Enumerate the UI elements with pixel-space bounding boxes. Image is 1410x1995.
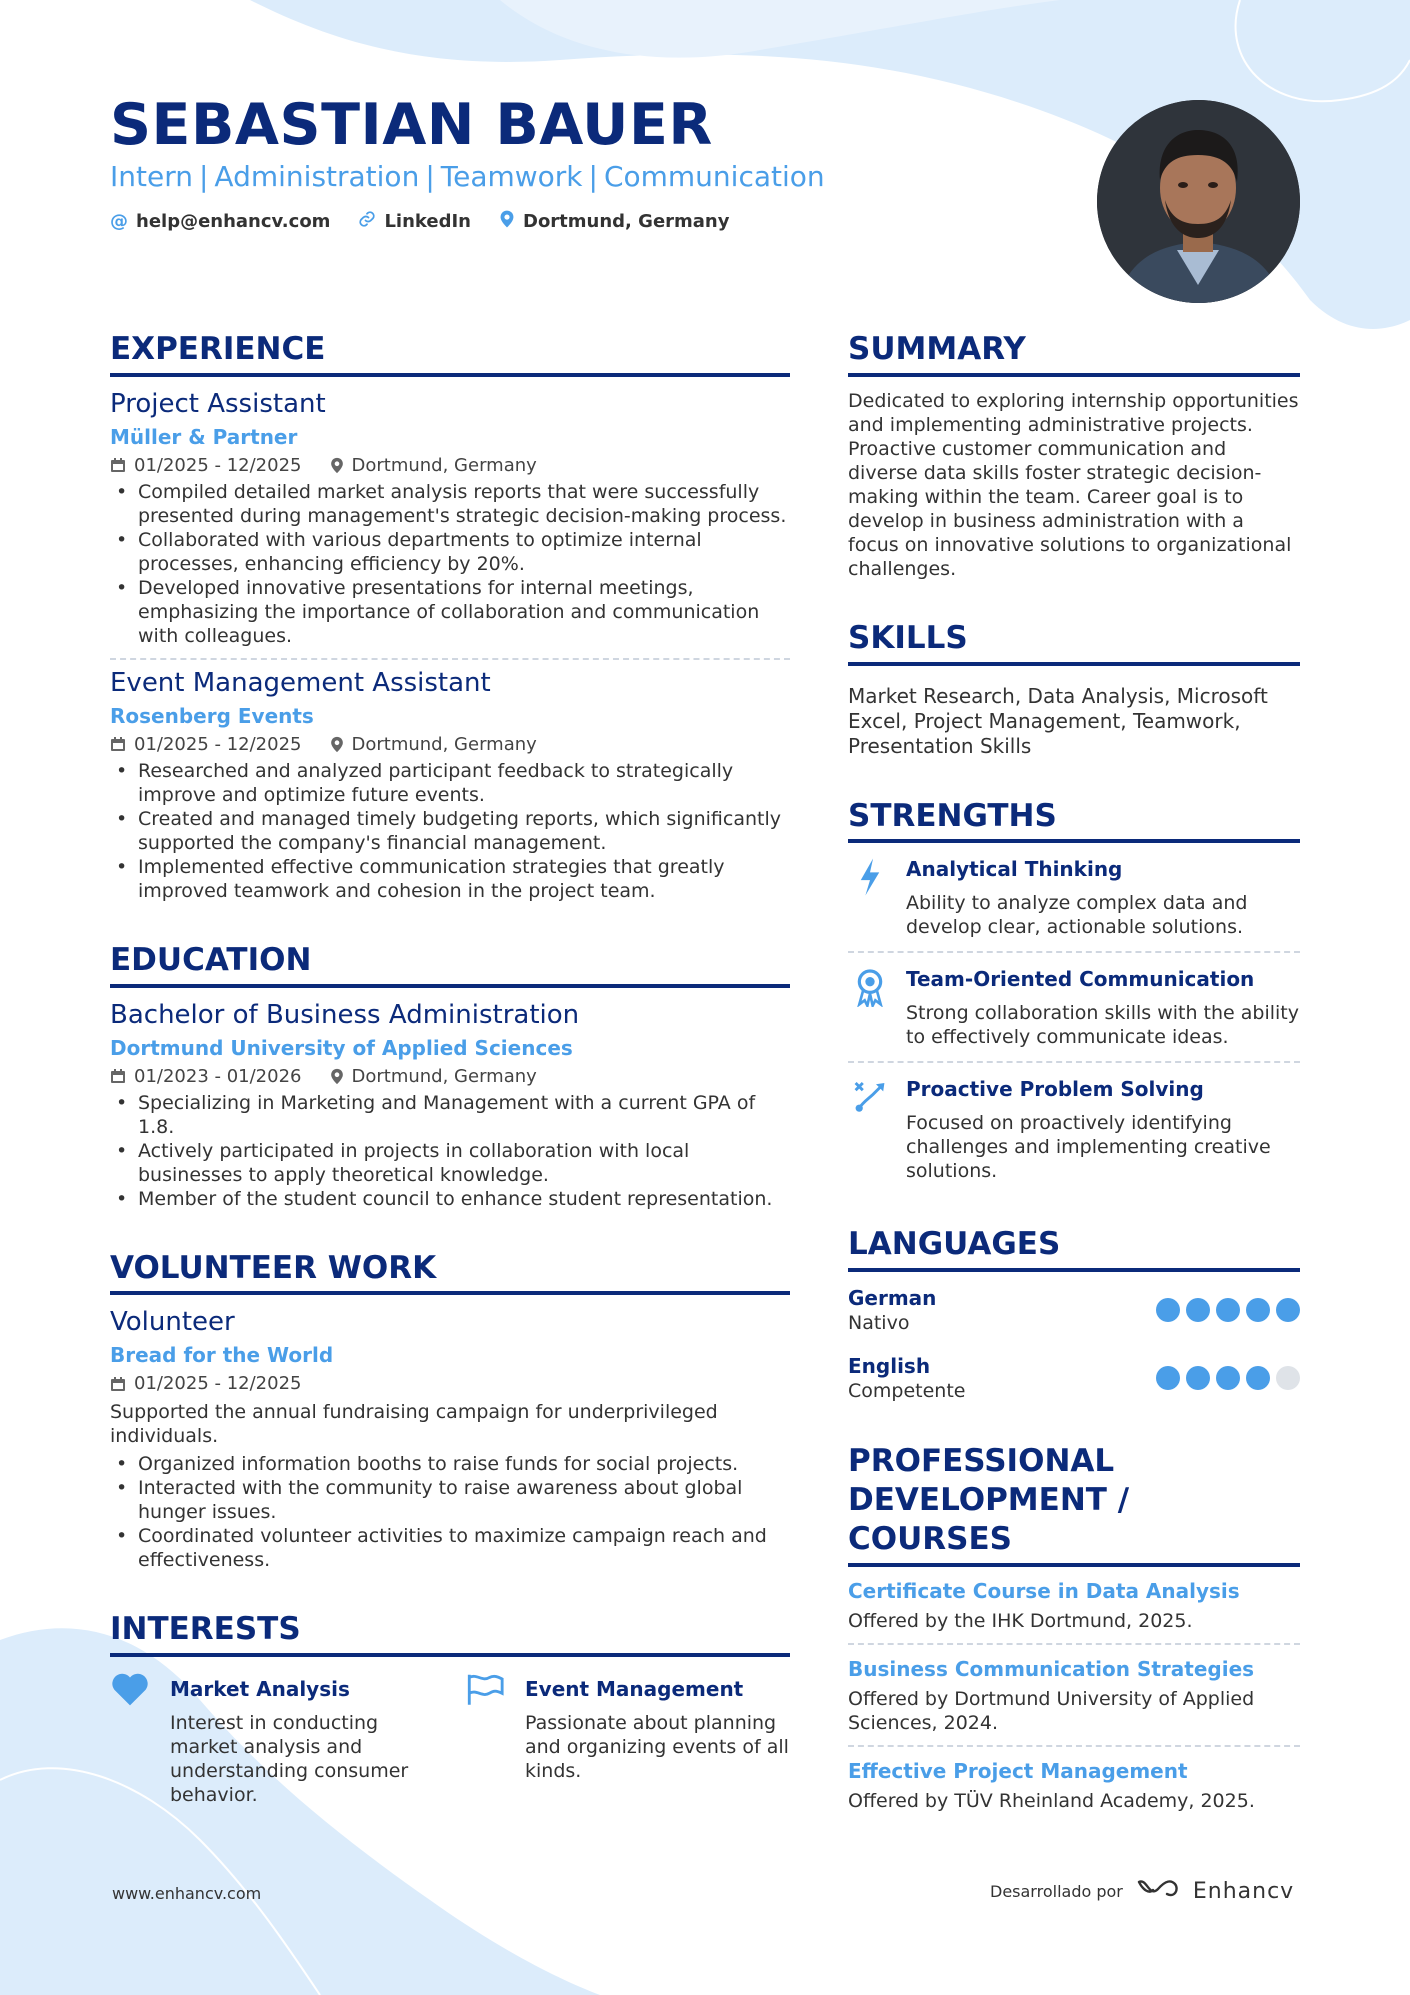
volunteer-dates bbox=[110, 1373, 302, 1394]
strength-title: Analytical Thinking bbox=[906, 857, 1123, 882]
strength-desc: Focused on proactively identifying challenges and implementing creative solutions. bbox=[906, 1112, 1271, 1183]
powered-by-text: Desarrollado por bbox=[990, 1881, 1123, 1901]
volunteer-summary: Supported the annual fundraising campaign for underprivileged individuals. bbox=[110, 1401, 718, 1448]
interest-desc: Passionate about planning and organizing events of all kinds. bbox=[525, 1712, 789, 1782]
course-desc: Offered by Dortmund University of Applied Sciences, 2024. bbox=[848, 1688, 1255, 1734]
job-location bbox=[330, 734, 537, 755]
location-text: Dortmund, Germany bbox=[351, 1065, 537, 1087]
job-dates bbox=[110, 455, 302, 476]
language-level: Competente bbox=[848, 1380, 966, 1402]
interest-title: Event Management bbox=[525, 1677, 744, 1701]
interest-item bbox=[110, 1671, 435, 1807]
language-name: English bbox=[848, 1354, 931, 1378]
course-title: Business Communication Strategies bbox=[848, 1657, 1255, 1681]
bullet-item: • Actively participated in projects in collaboration with local businesses to apply theoretical knowledge. bbox=[110, 1139, 790, 1187]
location-icon bbox=[330, 736, 344, 753]
summary-text: Dedicated to exploring internship opportunities and implementing administrative projects. Proactive customer communication and diverse data skills foster strategic decision-making within the team. Career goal is to develop in business administration with a focus on innovative solutions to organizational challenges. bbox=[848, 389, 1299, 580]
job-dates bbox=[110, 734, 302, 755]
bullet-item: • Developed innovative presentations for internal meetings, emphasizing the importance of collaboration and communication with colleagues. bbox=[110, 576, 790, 648]
location-icon bbox=[499, 210, 515, 233]
language-item bbox=[848, 1354, 1300, 1402]
candidate-name: SEBASTIAN BAUER bbox=[110, 92, 713, 158]
strengths-heading: STRENGTHS bbox=[848, 797, 1300, 844]
volunteer-heading: VOLUNTEER WORK bbox=[110, 1249, 790, 1296]
job-bullets bbox=[110, 759, 790, 903]
dates-text: 01/2025 - 12/2025 bbox=[134, 733, 302, 755]
volunteer-bullets bbox=[110, 1452, 790, 1572]
language-rating bbox=[1156, 1298, 1300, 1322]
volunteer-meta bbox=[110, 1373, 790, 1394]
dates-text: 01/2025 - 12/2025 bbox=[134, 454, 302, 476]
calendar-icon bbox=[110, 457, 126, 473]
tagline-item: Communication bbox=[603, 160, 825, 193]
tagline-separator: | bbox=[425, 160, 435, 193]
skills-text: Market Research, Data Analysis, Microsoft Excel, Project Management, Teamwork, Presentation Skills bbox=[848, 683, 1268, 758]
bullet-item: • Member of the student council to enhance student representation. bbox=[110, 1187, 790, 1211]
degree: Bachelor of Business Administration bbox=[110, 999, 580, 1030]
tagline bbox=[110, 160, 825, 193]
calendar-icon bbox=[110, 736, 126, 752]
job-role: Event Management Assistant bbox=[110, 667, 491, 698]
contact-bar bbox=[110, 210, 729, 233]
job-bullets bbox=[110, 480, 790, 648]
interest-title: Market Analysis bbox=[170, 1677, 350, 1701]
courses-heading-line: DEVELOPMENT / COURSES bbox=[848, 1482, 1130, 1557]
languages-list bbox=[848, 1286, 1300, 1402]
strength-item bbox=[848, 953, 1300, 1063]
rating-dot-filled bbox=[1156, 1298, 1180, 1322]
course-title: Certificate Course in Data Analysis bbox=[848, 1579, 1240, 1603]
calendar-icon bbox=[110, 1068, 126, 1084]
job-entry bbox=[110, 389, 790, 648]
tagline-item: Administration bbox=[214, 160, 420, 193]
skills-heading: SKILLS bbox=[848, 619, 1300, 666]
education-dates bbox=[110, 1066, 302, 1087]
job-entry bbox=[110, 668, 790, 903]
course-title: Effective Project Management bbox=[848, 1759, 1188, 1783]
courses-heading-line: PROFESSIONAL bbox=[848, 1443, 1115, 1479]
experience-heading: EXPERIENCE bbox=[110, 330, 790, 377]
tagline-item: Teamwork bbox=[440, 160, 583, 193]
volunteer-entry bbox=[110, 1307, 790, 1572]
course-item bbox=[848, 1645, 1300, 1747]
interests-list bbox=[110, 1671, 790, 1807]
education-heading: EDUCATION bbox=[110, 941, 790, 988]
job-company: Rosenberg Events bbox=[110, 703, 314, 728]
bullet-item: • Created and managed timely budgeting reports, which significantly supported the company's financial management. bbox=[110, 807, 790, 855]
courses-list bbox=[848, 1567, 1300, 1823]
strength-item bbox=[848, 843, 1300, 953]
enhancv-logo-icon bbox=[1135, 1876, 1181, 1906]
interest-item bbox=[465, 1671, 790, 1807]
rating-dot-filled bbox=[1216, 1298, 1240, 1322]
course-item bbox=[848, 1567, 1300, 1645]
strengths-list bbox=[848, 843, 1300, 1195]
strength-desc: Ability to analyze complex data and develop clear, actionable solutions. bbox=[906, 892, 1248, 939]
calendar-icon bbox=[110, 1376, 126, 1392]
languages-heading: LANGUAGES bbox=[848, 1225, 1300, 1272]
education-meta bbox=[110, 1066, 790, 1087]
rating-dot-filled bbox=[1216, 1366, 1240, 1390]
footer-website[interactable]: www.enhancv.com bbox=[112, 1884, 262, 1903]
dates-text: 01/2023 - 01/2026 bbox=[134, 1065, 302, 1087]
rating-dot-filled bbox=[1186, 1298, 1210, 1322]
course-item bbox=[848, 1747, 1300, 1823]
rating-dot-filled bbox=[1246, 1298, 1270, 1322]
bullet-item: • Coordinated volunteer activities to maximize campaign reach and effectiveness. bbox=[110, 1524, 790, 1572]
rating-dot-filled bbox=[1186, 1366, 1210, 1390]
contact-linkedin[interactable] bbox=[358, 210, 471, 233]
course-desc: Offered by TÜV Rheinland Academy, 2025. bbox=[848, 1790, 1255, 1812]
email-text: help@enhancv.com bbox=[136, 211, 331, 232]
language-name: German bbox=[848, 1286, 937, 1310]
linkedin-text: LinkedIn bbox=[384, 211, 471, 232]
job-company: Müller & Partner bbox=[110, 424, 298, 449]
contact-email[interactable] bbox=[110, 210, 330, 233]
job-role: Project Assistant bbox=[110, 388, 326, 419]
location-icon bbox=[330, 1068, 344, 1085]
education-bullets bbox=[110, 1091, 790, 1211]
rating-dot-filled bbox=[1246, 1366, 1270, 1390]
flag-icon bbox=[465, 1671, 513, 1807]
contact-location bbox=[499, 210, 729, 233]
bullet-item: • Organized information booths to raise funds for social projects. bbox=[110, 1452, 790, 1476]
dates-text: 01/2025 - 12/2025 bbox=[134, 1373, 302, 1395]
right-column bbox=[848, 330, 1300, 1823]
location-text: Dortmund, Germany bbox=[351, 454, 537, 476]
job-location bbox=[330, 455, 537, 476]
strength-title: Proactive Problem Solving bbox=[906, 1077, 1204, 1102]
job-meta bbox=[110, 734, 790, 755]
location-text: Dortmund, Germany bbox=[523, 211, 730, 232]
tagline-item: Intern bbox=[110, 160, 193, 193]
courses-heading bbox=[848, 1442, 1300, 1567]
volunteer-role: Volunteer bbox=[110, 1307, 235, 1338]
profile-photo bbox=[1097, 100, 1300, 303]
tagline-separator: | bbox=[588, 160, 598, 193]
heart-icon bbox=[110, 1671, 158, 1807]
language-level: Nativo bbox=[848, 1312, 910, 1334]
education-location bbox=[330, 1066, 537, 1087]
language-rating bbox=[1156, 1366, 1300, 1390]
bullet-item: • Collaborated with various departments to optimize internal processes, enhancing efficiency by 20%. bbox=[110, 528, 790, 576]
summary-heading: SUMMARY bbox=[848, 330, 1300, 377]
left-column bbox=[110, 330, 790, 1807]
rating-dot-empty bbox=[1276, 1366, 1300, 1390]
job-meta bbox=[110, 455, 790, 476]
bullet-item: • Interacted with the community to raise awareness about global hunger issues. bbox=[110, 1476, 790, 1524]
interests-heading: INTERESTS bbox=[110, 1610, 790, 1657]
location-text: Dortmund, Germany bbox=[351, 733, 537, 755]
strength-title: Team-Oriented Communication bbox=[906, 967, 1255, 992]
lightning-icon bbox=[848, 857, 892, 939]
award-icon bbox=[848, 967, 892, 1049]
bullet-item: • Compiled detailed market analysis reports that were successfully presented during management's strategic decision-making process. bbox=[110, 480, 790, 528]
course-desc: Offered by the IHK Dortmund, 2025. bbox=[848, 1610, 1193, 1632]
footer-brand bbox=[990, 1876, 1294, 1906]
school: Dortmund University of Applied Sciences bbox=[110, 1035, 573, 1060]
strength-item bbox=[848, 1063, 1300, 1195]
volunteer-org: Bread for the World bbox=[110, 1343, 334, 1368]
bullet-item: • Researched and analyzed participant feedback to strategically improve and optimize future events. bbox=[110, 759, 790, 807]
rating-dot-filled bbox=[1156, 1366, 1180, 1390]
strategy-icon bbox=[848, 1077, 892, 1183]
interest-desc: Interest in conducting market analysis and understanding consumer behavior. bbox=[170, 1712, 409, 1806]
tagline-separator: | bbox=[198, 160, 209, 193]
bullet-item: • Implemented effective communication strategies that greatly improved teamwork and cohesion in the project team. bbox=[110, 855, 790, 903]
language-item bbox=[848, 1286, 1300, 1334]
bullet-item: • Specializing in Marketing and Management with a current GPA of 1.8. bbox=[110, 1091, 790, 1139]
at-icon: @ bbox=[110, 211, 128, 232]
education-entry bbox=[110, 1000, 790, 1211]
link-icon bbox=[358, 210, 376, 233]
brand-name[interactable]: Enhancv bbox=[1192, 1878, 1295, 1904]
entry-divider bbox=[110, 658, 790, 660]
strength-desc: Strong collaboration skills with the ability to effectively communicate ideas. bbox=[906, 1002, 1299, 1049]
rating-dot-filled bbox=[1276, 1298, 1300, 1322]
location-icon bbox=[330, 457, 344, 474]
